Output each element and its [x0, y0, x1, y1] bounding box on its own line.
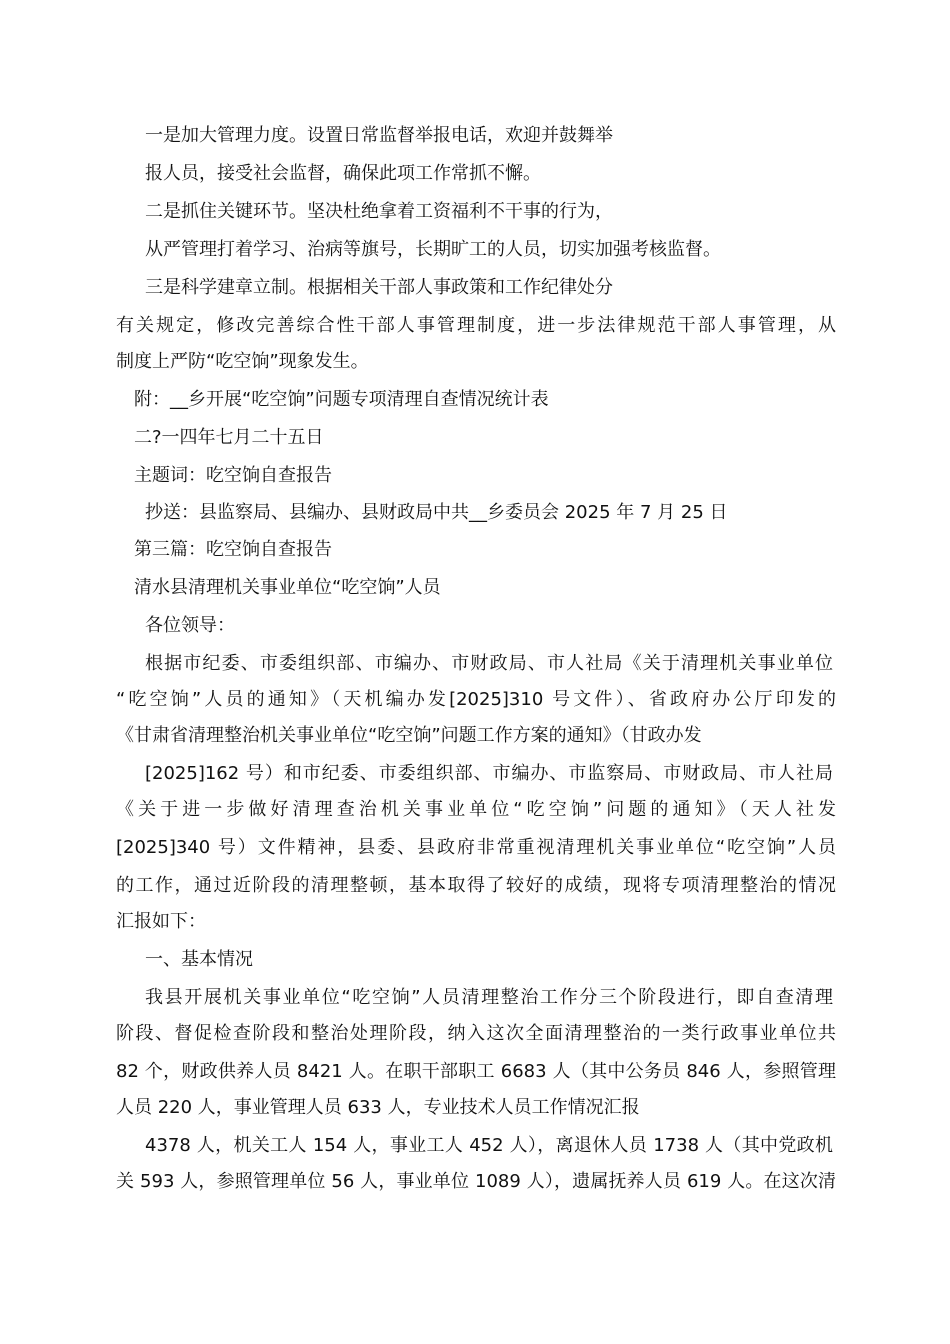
body-line-14: 关 593 人，参照管理单位 56 人，事业单位 1089 人），遗属抚养人员 619 人。在这次清 [116, 1171, 836, 1192]
body-line-6: [2025]340 号）文件精神，县委、县政府非常重视清理机关事业单位“吃空饷”人员 [116, 837, 836, 858]
paragraph-line-3: 二是抓住关键环节。坚决杜绝拿着工资福利不干事的行为， [145, 201, 613, 222]
appendix-line: 附：__乡开展“吃空饷”问题专项清理自查情况统计表 [134, 389, 549, 410]
paragraph-line-5: 三是科学建章立制。根据相关干部人事政策和工作纪律处分 [145, 277, 613, 298]
paragraph-line-4: 从严管理打着学习、治病等旗号，长期旷工的人员，切实加强考核监督。 [145, 239, 721, 260]
paragraph-line-7: 制度上严防“吃空饷”现象发生。 [116, 351, 369, 372]
paragraph-line-1: 一是加大管理力度。设置日常监督举报电话，欢迎并鼓舞举 [145, 125, 613, 146]
report-title-line: 清水县清理机关事业单位“吃空饷”人员 [134, 577, 441, 598]
body-line-5: 《关于进一步做好清理查治机关事业单位“吃空饷”问题的通知》（天人社发 [116, 799, 836, 820]
body-line-12: 人员 220 人，事业管理人员 633 人，专业技术人员工作情况汇报 [116, 1097, 640, 1118]
paragraph-line-6: 有关规定，修改完善综合性干部人事管理制度，进一步法律规范干部人事管理，从 [116, 315, 836, 336]
body-line-1: 根据市纪委、市委组织部、市编办、市财政局、市人社局《关于清理机关事业单位 [145, 653, 833, 674]
body-line-7: 的工作，通过近阶段的清理整顿，基本取得了较好的成绩，现将专项清理整治的情况 [116, 875, 836, 896]
body-line-10: 阶段、督促检查阶段和整治处理阶段，纳入这次全面清理整治的一类行政事业单位共 [116, 1023, 836, 1044]
section-heading-basic: 一、基本情况 [145, 949, 253, 970]
body-line-11: 82 个，财政供养人员 8421 人。在职干部职工 6683 人（其中公务员 846 人，参照管理 [116, 1061, 836, 1082]
body-line-2: “吃空饷”人员的通知》（天机编办发[2025]310 号文件）、省政府办公厅印发的 [116, 689, 836, 710]
body-line-8: 汇报如下： [116, 911, 206, 932]
subject-line: 主题词：吃空饷自查报告 [134, 465, 332, 486]
copy-to-line: 抄送：县监察局、县编办、县财政局中共__乡委员会 2025 年 7 月 25 日 [145, 502, 728, 523]
date-line: 二?一四年七月二十五日 [134, 427, 324, 448]
body-line-13: 4378 人，机关工人 154 人，事业工人 452 人），离退休人员 1738 人（其中党政机 [145, 1135, 833, 1156]
section-title-line: 第三篇：吃空饷自查报告 [134, 539, 332, 560]
body-line-3: 《甘肃省清理整治机关事业单位“吃空饷”问题工作方案的通知》（甘政办发 [116, 725, 702, 746]
paragraph-line-2: 报人员，接受社会监督，确保此项工作常抓不懈。 [145, 163, 541, 184]
body-line-4: [2025]162 号）和市纪委、市委组织部、市编办、市监察局、市财政局、市人社局 [145, 763, 833, 784]
body-line-9: 我县开展机关事业单位“吃空饷”人员清理整治工作分三个阶段进行，即自查清理 [145, 987, 833, 1008]
salutation-line: 各位领导： [145, 615, 235, 636]
